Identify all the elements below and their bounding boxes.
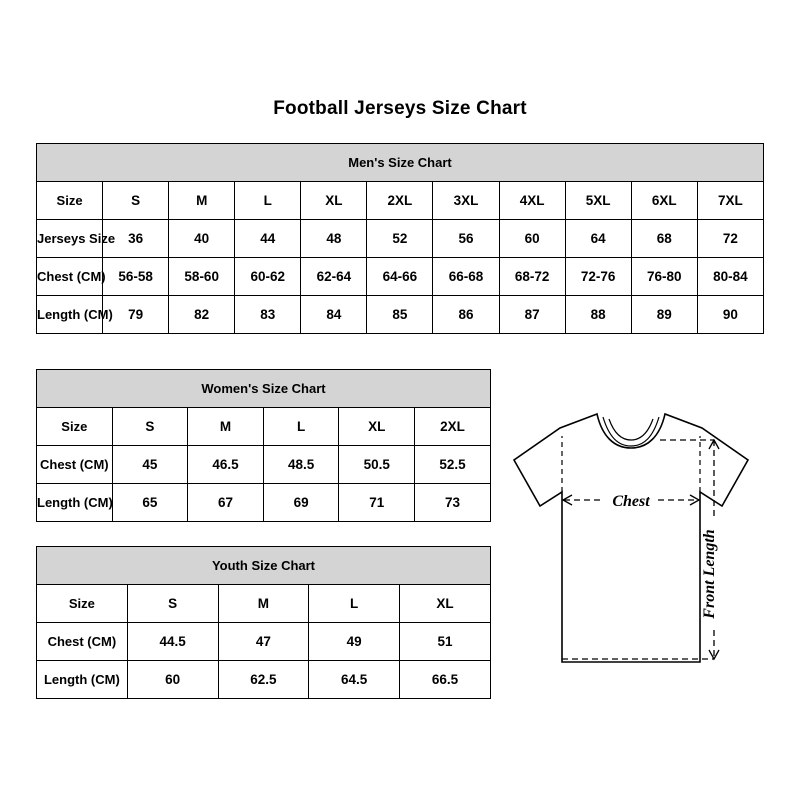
cell: 45 [112, 446, 188, 484]
cell: 60 [127, 661, 218, 699]
cell: 44 [235, 220, 301, 258]
womens-table-title: Women's Size Chart [37, 370, 491, 408]
cell: 68 [631, 220, 697, 258]
col-size-7xl: 7XL [697, 182, 763, 220]
cell: 71 [339, 484, 415, 522]
cell: 36 [103, 220, 169, 258]
cell: 65 [112, 484, 188, 522]
cell: 85 [367, 296, 433, 334]
cell: 64.5 [309, 661, 400, 699]
cell: 69 [263, 484, 339, 522]
table-row [37, 623, 491, 661]
womens-size-chart-table [36, 369, 491, 522]
cell: 84 [301, 296, 367, 334]
cell: 89 [631, 296, 697, 334]
cell: 58-60 [169, 258, 235, 296]
table-row [37, 446, 491, 484]
col-size-m: M [188, 408, 264, 446]
cell: 68-72 [499, 258, 565, 296]
col-size-l: L [235, 182, 301, 220]
col-size-5xl: 5XL [565, 182, 631, 220]
table-row [37, 661, 491, 699]
table-row [37, 296, 764, 334]
cell: 83 [235, 296, 301, 334]
cell: 86 [433, 296, 499, 334]
col-size-xl: XL [339, 408, 415, 446]
col-size-l: L [309, 585, 400, 623]
row-header-size: Size [37, 408, 113, 446]
row-label-jerseys-size: Jerseys Size [37, 220, 103, 258]
row-label-length-cm: Length (CM) [37, 484, 113, 522]
cell: 66-68 [433, 258, 499, 296]
cell: 60-62 [235, 258, 301, 296]
table-header-row [37, 370, 491, 408]
col-size-m: M [169, 182, 235, 220]
row-label-chest-cm: Chest (CM) [37, 446, 113, 484]
cell: 64 [565, 220, 631, 258]
cell: 79 [103, 296, 169, 334]
col-size-xl: XL [400, 585, 491, 623]
youth-size-chart-table [36, 546, 491, 699]
chest-label: Chest [612, 493, 650, 510]
col-size-s: S [112, 408, 188, 446]
col-size-4xl: 4XL [499, 182, 565, 220]
cell: 50.5 [339, 446, 415, 484]
col-size-6xl: 6XL [631, 182, 697, 220]
cell: 44.5 [127, 623, 218, 661]
cell: 56 [433, 220, 499, 258]
col-size-s: S [127, 585, 218, 623]
col-size-2xl: 2XL [367, 182, 433, 220]
cell: 82 [169, 296, 235, 334]
cell: 52 [367, 220, 433, 258]
col-size-xl: XL [301, 182, 367, 220]
cell: 64-66 [367, 258, 433, 296]
cell: 47 [218, 623, 309, 661]
col-size-2xl: 2XL [415, 408, 491, 446]
table-row [37, 182, 764, 220]
page-title: Football Jerseys Size Chart [273, 98, 527, 119]
youth-table-title: Youth Size Chart [37, 547, 491, 585]
col-size-s: S [103, 182, 169, 220]
cell: 48 [301, 220, 367, 258]
cell: 40 [169, 220, 235, 258]
col-size-3xl: 3XL [433, 182, 499, 220]
row-label-length-cm: Length (CM) [37, 661, 128, 699]
col-size-l: L [263, 408, 339, 446]
cell: 90 [697, 296, 763, 334]
cell: 72-76 [565, 258, 631, 296]
row-label-length-cm: Length (CM) [37, 296, 103, 334]
cell: 62-64 [301, 258, 367, 296]
length-measure-line [562, 440, 714, 659]
table-row [37, 258, 764, 296]
cell: 73 [415, 484, 491, 522]
row-header-size: Size [37, 182, 103, 220]
cell: 56-58 [103, 258, 169, 296]
table-header-row [37, 144, 764, 182]
cell: 66.5 [400, 661, 491, 699]
cell: 67 [188, 484, 264, 522]
cell: 80-84 [697, 258, 763, 296]
cell: 60 [499, 220, 565, 258]
cell: 72 [697, 220, 763, 258]
table-row [37, 220, 764, 258]
cell: 88 [565, 296, 631, 334]
row-header-size: Size [37, 585, 128, 623]
sleeve-seam-dashes [562, 436, 700, 492]
row-label-chest-cm: Chest (CM) [37, 623, 128, 661]
table-header-row [37, 547, 491, 585]
table-row [37, 484, 491, 522]
col-size-m: M [218, 585, 309, 623]
table-row [37, 585, 491, 623]
cell: 87 [499, 296, 565, 334]
mens-table-title: Men's Size Chart [37, 144, 764, 182]
cell: 76-80 [631, 258, 697, 296]
mens-size-chart-table [36, 143, 764, 334]
row-label-chest-cm: Chest (CM) [37, 258, 103, 296]
cell: 48.5 [263, 446, 339, 484]
jersey-measurement-diagram [500, 400, 775, 690]
cell: 62.5 [218, 661, 309, 699]
cell: 51 [400, 623, 491, 661]
front-length-label: Front Length [701, 529, 718, 619]
cell: 49 [309, 623, 400, 661]
cell: 52.5 [415, 446, 491, 484]
table-row [37, 408, 491, 446]
cell: 46.5 [188, 446, 264, 484]
